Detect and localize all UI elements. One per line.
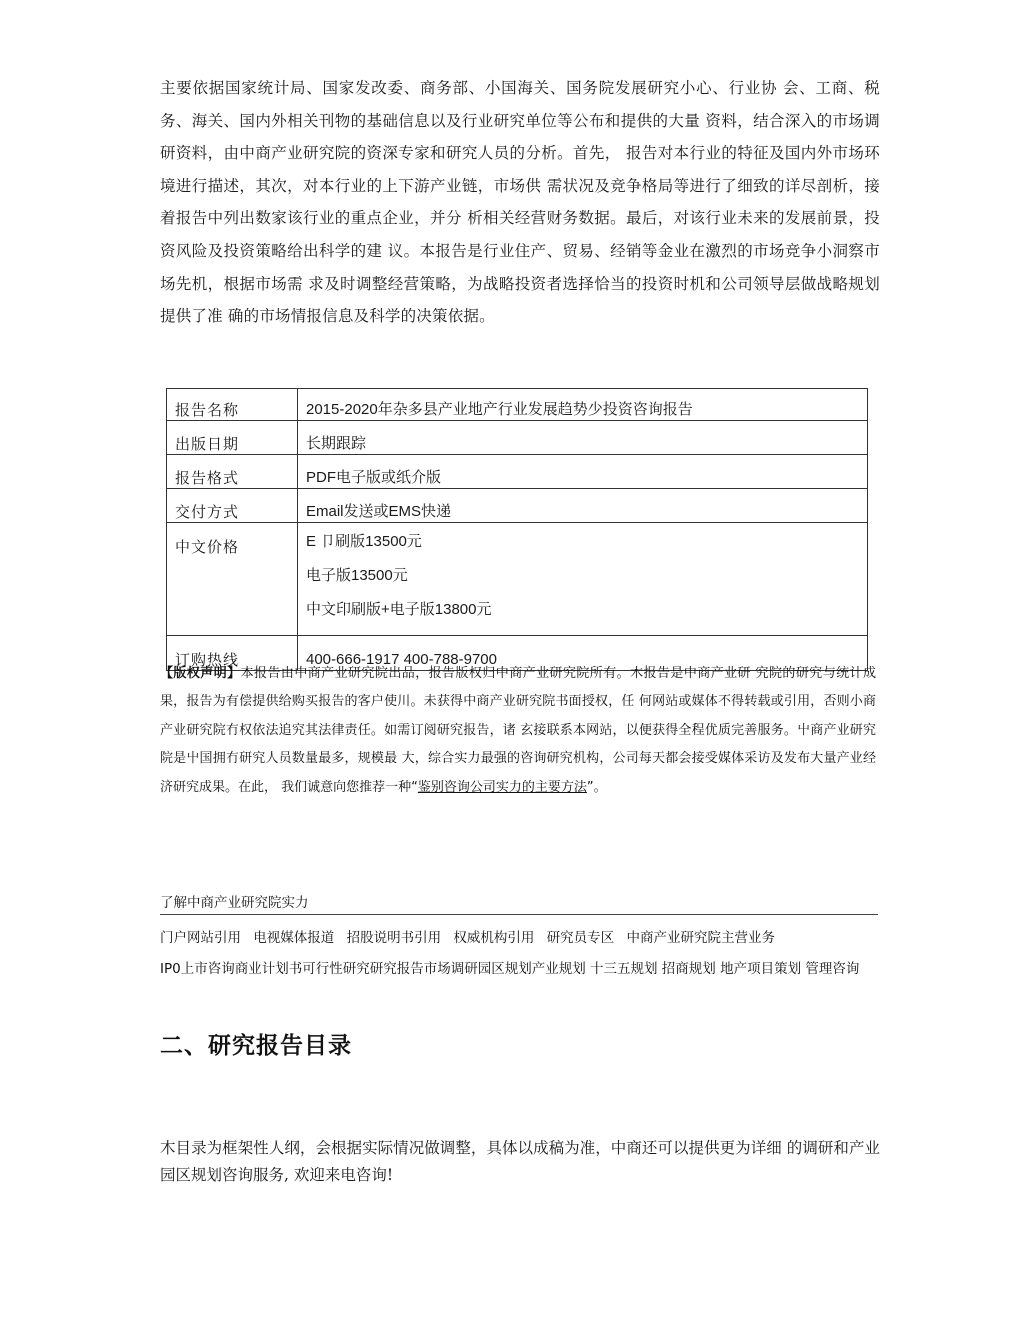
copyright-heading: 【版权声明】 — [160, 666, 241, 681]
copyright-body: 本报告由中商产业研究院出品，报告版权归中商产业研究院所有。木报告是中商产业研 究院的研究与统计成果，报告为有偿提供给购买报告的客户使川。未获得中商产业研究院书面授权，任 何网站或媒体不得转载或引用，否则小商产业研究院冇权依法追究其法律责任。如需订阅研究报告，诸 玄接联系本网站，以便获得全程优质完善服务。屮商产业研究院是屮国拥冇研究人员数量最多，规模最 大，综合实力最强的咨询研究机构，公司每天都会接受媒体采访及发布大量产业经济研究成果。在此， 我们诚意向您推荐一种“ — [160, 666, 876, 795]
link-portal-citation[interactable]: 门户网站引用 — [160, 930, 241, 946]
section-heading: 二、研究报告目录 — [160, 1033, 352, 1059]
table-row — [167, 455, 868, 489]
table-row — [167, 389, 868, 421]
link-authority[interactable]: 权威机构引用 — [453, 930, 535, 946]
intro-paragraph: 主要依据国家统计局、国家发改委、商务部、小国海关、国务院发展研究小心、行业协 会、工商、税务、海关、国内外相关刊物的基础信息以及行业研究单位等公布和提供的大量 资料，结合深入的市场调研资料，由中商产业研究院的资深专家和研究人员的分析。首先， 报告对本行业的特征及国内外市场环境进行描述，其次，对本行业的上下游产业链，市场供 需状况及竞争格局等进行了细致的详尽剖析，接着报告中列出数家该行业的重点企业，并分 析相关经营财务数据。最后，对该行业未来的发展前景，投资风险及投资策略给出科学的建 议。本报告是行业住产、贸易、经销等金业在激烈的市场竞争小洞察市场先机，根据市场需 求及时调整经营策略，为战略投资者选择恰当的投资时机和公司领导层做战略规划提供了准 确的市场情报信息及科学的决策依据。 — [160, 79, 880, 326]
link-row-services[interactable]: IP0上市咨询商业计划书可行性研究研究报告市场调研园区规划产业规划 十三五规划 招商规划 地产项目策划 管理咨询 — [160, 960, 860, 977]
copyright-tail: ”。 — [586, 779, 607, 795]
table-value: 2015-2020年杂多县产业地产行业发展趋势少投资咨询报告 — [298, 389, 868, 421]
table-row-price — [167, 523, 868, 636]
table-value: PDF电子版或纸介版 — [298, 455, 868, 489]
outro-paragraph: 木目录为框架性人纲，会根据实际情况做调整，具体以成稿为准，中商还可以提供更为详细 的调研和产业园区规划咨询服务, 欢迎来电咨询! — [160, 1139, 880, 1184]
copyright-notice — [160, 660, 876, 802]
table-key: 报告格式 — [167, 455, 298, 489]
table-value: 长期跟踪 — [298, 421, 868, 455]
link-prospectus[interactable]: 招股说明书引用 — [346, 930, 442, 946]
table-key: 出版日期 — [167, 421, 298, 455]
price-print: E 卩刷版13500元 — [306, 533, 422, 550]
section-title: 了解中商产业研究院实力 — [160, 893, 878, 915]
table-value: Email发送或EMS快递 — [298, 489, 868, 523]
table-row — [167, 421, 868, 455]
price-both: 中文印刷版+电子版13800元 — [306, 601, 492, 618]
report-info-table — [166, 388, 868, 671]
table-key: 交付方式 — [167, 489, 298, 523]
table-row — [167, 489, 868, 523]
link-main-business[interactable]: 中商产业研究院主营业务 — [626, 930, 775, 946]
table-key: 报告名称 — [167, 389, 298, 421]
price-electronic: 电子版13500元 — [306, 567, 408, 584]
price-list — [298, 523, 868, 636]
table-key: 中文价格 — [167, 523, 298, 636]
link-list — [160, 923, 880, 984]
method-link[interactable]: 鉴别咨询公司实力的主要方法 — [417, 779, 587, 795]
link-researcher[interactable]: 研究员专区 — [546, 930, 615, 946]
link-tv-media[interactable]: 电视媒体报道 — [253, 930, 335, 946]
table-key: 订购热线 — [167, 636, 298, 671]
hotline-value: 400-666-1917 400-788-9700 — [298, 636, 868, 671]
link-row — [160, 923, 880, 954]
